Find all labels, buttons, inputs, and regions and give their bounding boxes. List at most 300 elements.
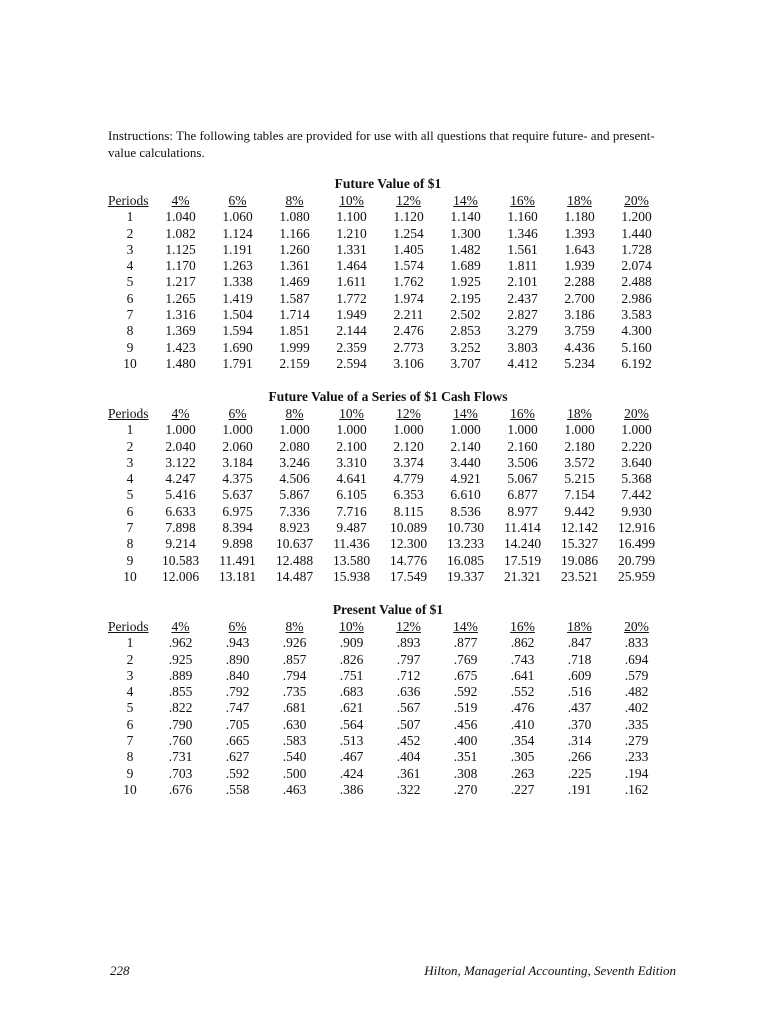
table-title: Future Value of $1 [334, 176, 442, 191]
rate-header: 14% [453, 406, 478, 421]
rate-header: 6% [228, 193, 247, 208]
value-cell: 1.611 [336, 274, 367, 290]
value-cell: .890 [225, 651, 250, 667]
table-row [108, 700, 665, 716]
value-cell: 7.154 [564, 487, 595, 503]
value-cell: 1.504 [222, 307, 253, 323]
value-cell: 14.240 [503, 536, 542, 552]
value-cell: 13.233 [446, 536, 485, 552]
value-cell: .507 [396, 716, 421, 732]
value-cell: 1.464 [336, 258, 367, 274]
value-cell: .370 [567, 716, 592, 732]
value-cell: 2.160 [507, 438, 538, 454]
value-cell: 5.067 [507, 471, 538, 487]
value-cell: .609 [567, 667, 592, 683]
value-cell: 1.974 [393, 290, 424, 306]
table-title: Future Value of a Series of $1 Cash Flows [268, 389, 508, 404]
value-cell: 1.587 [279, 290, 310, 306]
value-cell: 3.707 [450, 355, 481, 371]
value-cell: .558 [225, 781, 250, 797]
value-cell: .718 [567, 651, 592, 667]
value-cell: 6.353 [393, 487, 424, 503]
value-cell: 3.506 [507, 454, 538, 470]
period-cell: 6 [126, 716, 134, 732]
value-cell: .263 [510, 765, 535, 781]
value-cell: .790 [168, 716, 193, 732]
value-cell: .731 [168, 749, 193, 765]
value-cell: 25.959 [617, 568, 656, 584]
value-cell: 5.234 [564, 355, 595, 371]
value-cell: 1.772 [336, 290, 367, 306]
value-cell: .516 [567, 684, 592, 700]
table-row [108, 569, 665, 585]
period-cell: 1 [126, 635, 134, 651]
value-cell: .351 [453, 749, 478, 765]
value-cell: .893 [396, 635, 421, 651]
rate-header: 20% [624, 406, 649, 421]
value-cell: 3.252 [450, 339, 481, 355]
value-cell: .962 [168, 635, 193, 651]
value-cell: 4.412 [507, 355, 538, 371]
rate-header: 12% [396, 406, 421, 421]
table-row [108, 226, 665, 242]
value-cell: 5.368 [621, 471, 652, 487]
period-cell: 3 [126, 241, 134, 257]
table-row [108, 258, 665, 274]
header-row [108, 406, 665, 422]
value-cell: .540 [282, 749, 307, 765]
table-row [108, 291, 665, 307]
value-cell: .665 [225, 733, 250, 749]
value-cell: .847 [567, 635, 592, 651]
period-cell: 2 [126, 438, 134, 454]
value-cell: 4.247 [165, 471, 196, 487]
value-cell: 5.160 [621, 339, 652, 355]
value-cell: 1.939 [564, 258, 595, 274]
value-cell: .386 [339, 781, 364, 797]
value-cell: 8.115 [393, 503, 424, 519]
value-cell: .705 [225, 716, 250, 732]
value-cell: 8.394 [222, 520, 253, 536]
value-cell: .194 [624, 765, 649, 781]
value-cell: .191 [567, 781, 592, 797]
value-cell: 9.930 [621, 503, 652, 519]
value-cell: 3.572 [564, 454, 595, 470]
table-row [108, 635, 665, 651]
value-cell: 19.086 [560, 552, 599, 568]
header-row [108, 193, 665, 209]
value-cell: 13.580 [332, 552, 371, 568]
table-row [108, 471, 665, 487]
value-cell: 1.124 [222, 225, 253, 241]
value-cell: .279 [624, 733, 649, 749]
table-row [108, 553, 665, 569]
period-cell: 8 [126, 323, 134, 339]
period-cell: 4 [126, 258, 134, 274]
value-cell: 1.331 [336, 241, 367, 257]
value-cell: 1.480 [165, 355, 196, 371]
value-cell: 23.521 [560, 568, 599, 584]
value-cell: 1.000 [507, 422, 538, 438]
value-cell: 1.440 [621, 225, 652, 241]
rate-header: 8% [285, 406, 304, 421]
value-cell: .452 [396, 733, 421, 749]
value-cell: 6.192 [621, 355, 652, 371]
value-cell: 1.369 [165, 323, 196, 339]
value-cell: 9.487 [336, 520, 367, 536]
rate-header: 18% [567, 406, 592, 421]
value-cell: 9.442 [564, 503, 595, 519]
value-cell: .592 [453, 684, 478, 700]
value-cell: 17.519 [503, 552, 542, 568]
value-cell: 9.214 [165, 536, 196, 552]
value-cell: .400 [453, 733, 478, 749]
value-cell: 2.040 [165, 438, 196, 454]
value-cell: 14.776 [389, 552, 428, 568]
value-cell: 6.610 [450, 487, 481, 503]
value-cell: 7.442 [621, 487, 652, 503]
periods-header: Periods [108, 406, 149, 421]
value-cell: 6.877 [507, 487, 538, 503]
table-row [108, 323, 665, 339]
period-cell: 4 [126, 684, 134, 700]
table-row [108, 504, 665, 520]
value-cell: .747 [225, 700, 250, 716]
period-cell: 7 [126, 307, 134, 323]
value-cell: 10.583 [161, 552, 200, 568]
value-cell: .877 [453, 635, 478, 651]
rate-header: 16% [510, 406, 535, 421]
value-cell: .456 [453, 716, 478, 732]
value-cell: .855 [168, 684, 193, 700]
value-cell: 1.346 [507, 225, 538, 241]
value-cell: 1.925 [450, 274, 481, 290]
value-cell: .681 [282, 700, 307, 716]
value-cell: 1.140 [450, 209, 481, 225]
value-cell: 4.641 [336, 471, 367, 487]
value-cell: 1.338 [222, 274, 253, 290]
period-cell: 9 [126, 765, 134, 781]
value-cell: .354 [510, 733, 535, 749]
value-cell: 20.799 [617, 552, 656, 568]
period-cell: 9 [126, 339, 134, 355]
value-cell: .840 [225, 667, 250, 683]
table-row [108, 520, 665, 536]
value-cell: 6.105 [336, 487, 367, 503]
value-cell: 1.040 [165, 209, 196, 225]
period-cell: 9 [126, 552, 134, 568]
rate-header: 4% [171, 406, 190, 421]
value-cell: 4.375 [222, 471, 253, 487]
rate-header: 16% [510, 193, 535, 208]
value-cell: .676 [168, 781, 193, 797]
rate-header: 14% [453, 619, 478, 634]
value-cell: 1.643 [564, 241, 595, 257]
value-cell: .621 [339, 700, 364, 716]
instructions-text: Instructions: The following tables are provided for use with all questions that require future- and present-value calculations. [108, 128, 655, 160]
value-cell: .703 [168, 765, 193, 781]
value-cell: .270 [453, 781, 478, 797]
value-cell: 3.440 [450, 454, 481, 470]
period-cell: 2 [126, 225, 134, 241]
value-cell: 2.359 [336, 339, 367, 355]
value-cell: .627 [225, 749, 250, 765]
value-cell: 10.637 [275, 536, 314, 552]
value-cell: 21.321 [503, 568, 542, 584]
table-row [108, 766, 665, 782]
page-number: 228 [110, 963, 130, 978]
period-cell: 5 [126, 700, 134, 716]
table-row [108, 684, 665, 700]
value-cell: 1.999 [279, 339, 310, 355]
value-cell: 15.938 [332, 568, 371, 584]
header-row [108, 619, 665, 635]
value-cell: .402 [624, 700, 649, 716]
value-cell: 1.316 [165, 307, 196, 323]
table-row [108, 487, 665, 503]
value-cell: 2.476 [393, 323, 424, 339]
value-cell: .552 [510, 684, 535, 700]
table-row [108, 422, 665, 438]
value-cell: .567 [396, 700, 421, 716]
value-cell: 1.263 [222, 258, 253, 274]
period-cell: 7 [126, 733, 134, 749]
value-cell: 10.730 [446, 520, 485, 536]
value-cell: .519 [453, 700, 478, 716]
value-cell: .233 [624, 749, 649, 765]
value-cell: .592 [225, 765, 250, 781]
value-cell: .822 [168, 700, 193, 716]
value-cell: .694 [624, 651, 649, 667]
value-cell: 1.574 [393, 258, 424, 274]
value-cell: 12.006 [161, 568, 200, 584]
value-cell: 2.502 [450, 307, 481, 323]
table-row [108, 340, 665, 356]
value-cell: .769 [453, 651, 478, 667]
value-cell: 8.977 [507, 503, 538, 519]
period-cell: 6 [126, 503, 134, 519]
value-cell: 2.594 [336, 355, 367, 371]
table-row [108, 209, 665, 225]
value-cell: 1.728 [621, 241, 652, 257]
value-cell: 12.916 [617, 520, 656, 536]
value-cell: 2.220 [621, 438, 652, 454]
period-cell: 5 [126, 487, 134, 503]
value-cell: 3.803 [507, 339, 538, 355]
value-cell: .476 [510, 700, 535, 716]
value-cell: 3.279 [507, 323, 538, 339]
value-cell: 3.583 [621, 307, 652, 323]
value-cell: .579 [624, 667, 649, 683]
value-cell: 12.300 [389, 536, 428, 552]
value-cell: 1.180 [564, 209, 595, 225]
value-cell: 1.082 [165, 225, 196, 241]
table-row [108, 717, 665, 733]
value-cell: 1.160 [507, 209, 538, 225]
value-cell: .826 [339, 651, 364, 667]
value-cell: 2.986 [621, 290, 652, 306]
value-cell: 1.000 [564, 422, 595, 438]
value-cell: .797 [396, 651, 421, 667]
value-cell: 5.215 [564, 471, 595, 487]
value-cell: 2.773 [393, 339, 424, 355]
future-value-series-table-block [108, 389, 668, 585]
value-cell: 2.700 [564, 290, 595, 306]
rate-header: 20% [624, 619, 649, 634]
table-row [108, 356, 665, 372]
value-cell: 1.260 [279, 241, 310, 257]
value-cell: 2.180 [564, 438, 595, 454]
value-cell: 1.000 [165, 422, 196, 438]
value-cell: 3.122 [165, 454, 196, 470]
table-row [108, 652, 665, 668]
value-cell: 1.469 [279, 274, 310, 290]
value-cell: 2.144 [336, 323, 367, 339]
value-cell: 1.791 [222, 355, 253, 371]
future-value-table [108, 193, 665, 372]
value-cell: 1.419 [222, 290, 253, 306]
period-cell: 10 [123, 568, 137, 584]
value-cell: 2.101 [507, 274, 538, 290]
value-cell: 3.310 [336, 454, 367, 470]
value-cell: 1.170 [165, 258, 196, 274]
value-cell: 1.689 [450, 258, 481, 274]
value-cell: .513 [339, 733, 364, 749]
future-value-series-table [108, 406, 665, 585]
value-cell: 2.080 [279, 438, 310, 454]
value-cell: 4.921 [450, 471, 481, 487]
value-cell: 1.300 [450, 225, 481, 241]
value-cell: 1.405 [393, 241, 424, 257]
value-cell: 1.482 [450, 241, 481, 257]
value-cell: .943 [225, 635, 250, 651]
value-cell: 8.536 [450, 503, 481, 519]
value-cell: 2.120 [393, 438, 424, 454]
value-cell: 1.265 [165, 290, 196, 306]
rate-header: 6% [228, 619, 247, 634]
value-cell: 1.191 [222, 241, 253, 257]
period-cell: 5 [126, 274, 134, 290]
value-cell: 1.949 [336, 307, 367, 323]
value-cell: 1.120 [393, 209, 424, 225]
value-cell: 6.975 [222, 503, 253, 519]
value-cell: 1.210 [336, 225, 367, 241]
value-cell: .463 [282, 781, 307, 797]
value-cell: 11.436 [333, 536, 370, 552]
value-cell: 2.100 [336, 438, 367, 454]
present-value-table-block [108, 602, 668, 798]
value-cell: .437 [567, 700, 592, 716]
period-cell: 3 [126, 454, 134, 470]
value-cell: .162 [624, 781, 649, 797]
period-cell: 8 [126, 536, 134, 552]
rate-header: 8% [285, 193, 304, 208]
value-cell: 2.195 [450, 290, 481, 306]
value-cell: 8.923 [279, 520, 310, 536]
value-cell: 1.851 [279, 323, 310, 339]
value-cell: .926 [282, 635, 307, 651]
value-cell: .266 [567, 749, 592, 765]
rate-header: 4% [171, 193, 190, 208]
value-cell: .361 [396, 765, 421, 781]
value-cell: 1.690 [222, 339, 253, 355]
value-cell: 3.184 [222, 454, 253, 470]
value-cell: 1.000 [621, 422, 652, 438]
rate-header: 14% [453, 193, 478, 208]
value-cell: 14.487 [275, 568, 314, 584]
value-cell: 9.898 [222, 536, 253, 552]
rate-header: 18% [567, 619, 592, 634]
value-cell: 5.867 [279, 487, 310, 503]
value-cell: .889 [168, 667, 193, 683]
table-row [108, 668, 665, 684]
table-row [108, 782, 665, 798]
value-cell: .794 [282, 667, 307, 683]
value-cell: 16.085 [446, 552, 485, 568]
value-cell: 16.499 [617, 536, 656, 552]
table-row [108, 749, 665, 765]
value-cell: .833 [624, 635, 649, 651]
table-row [108, 307, 665, 323]
value-cell: 1.166 [279, 225, 310, 241]
value-cell: 19.337 [446, 568, 485, 584]
table-row [108, 274, 665, 290]
value-cell: .909 [339, 635, 364, 651]
value-cell: .743 [510, 651, 535, 667]
value-cell: 2.827 [507, 307, 538, 323]
table-row [108, 439, 665, 455]
rate-header: 10% [339, 406, 364, 421]
value-cell: 7.898 [165, 520, 196, 536]
value-cell: .335 [624, 716, 649, 732]
value-cell: 3.759 [564, 323, 595, 339]
value-cell: 10.089 [389, 520, 428, 536]
value-cell: 1.000 [222, 422, 253, 438]
value-cell: 3.640 [621, 454, 652, 470]
value-cell: .314 [567, 733, 592, 749]
value-cell: 3.106 [393, 355, 424, 371]
value-cell: 12.488 [275, 552, 314, 568]
rate-header: 10% [339, 619, 364, 634]
value-cell: .308 [453, 765, 478, 781]
periods-header: Periods [108, 193, 149, 208]
value-cell: 3.186 [564, 307, 595, 323]
value-cell: 4.436 [564, 339, 595, 355]
value-cell: 7.716 [336, 503, 367, 519]
value-cell: .735 [282, 684, 307, 700]
value-cell: .225 [567, 765, 592, 781]
value-cell: .630 [282, 716, 307, 732]
value-cell: 15.327 [560, 536, 599, 552]
value-cell: 13.181 [218, 568, 257, 584]
table-row [108, 536, 665, 552]
table-row [108, 455, 665, 471]
value-cell: .322 [396, 781, 421, 797]
value-cell: .305 [510, 749, 535, 765]
value-cell: 4.300 [621, 323, 652, 339]
period-cell: 10 [123, 781, 137, 797]
value-cell: .482 [624, 684, 649, 700]
value-cell: 1.000 [450, 422, 481, 438]
value-cell: 1.714 [279, 307, 310, 323]
value-cell: 1.254 [393, 225, 424, 241]
value-cell: .675 [453, 667, 478, 683]
value-cell: 2.488 [621, 274, 652, 290]
value-cell: 2.159 [279, 355, 310, 371]
value-cell: .792 [225, 684, 250, 700]
value-cell: .467 [339, 749, 364, 765]
value-cell: 1.811 [507, 258, 538, 274]
